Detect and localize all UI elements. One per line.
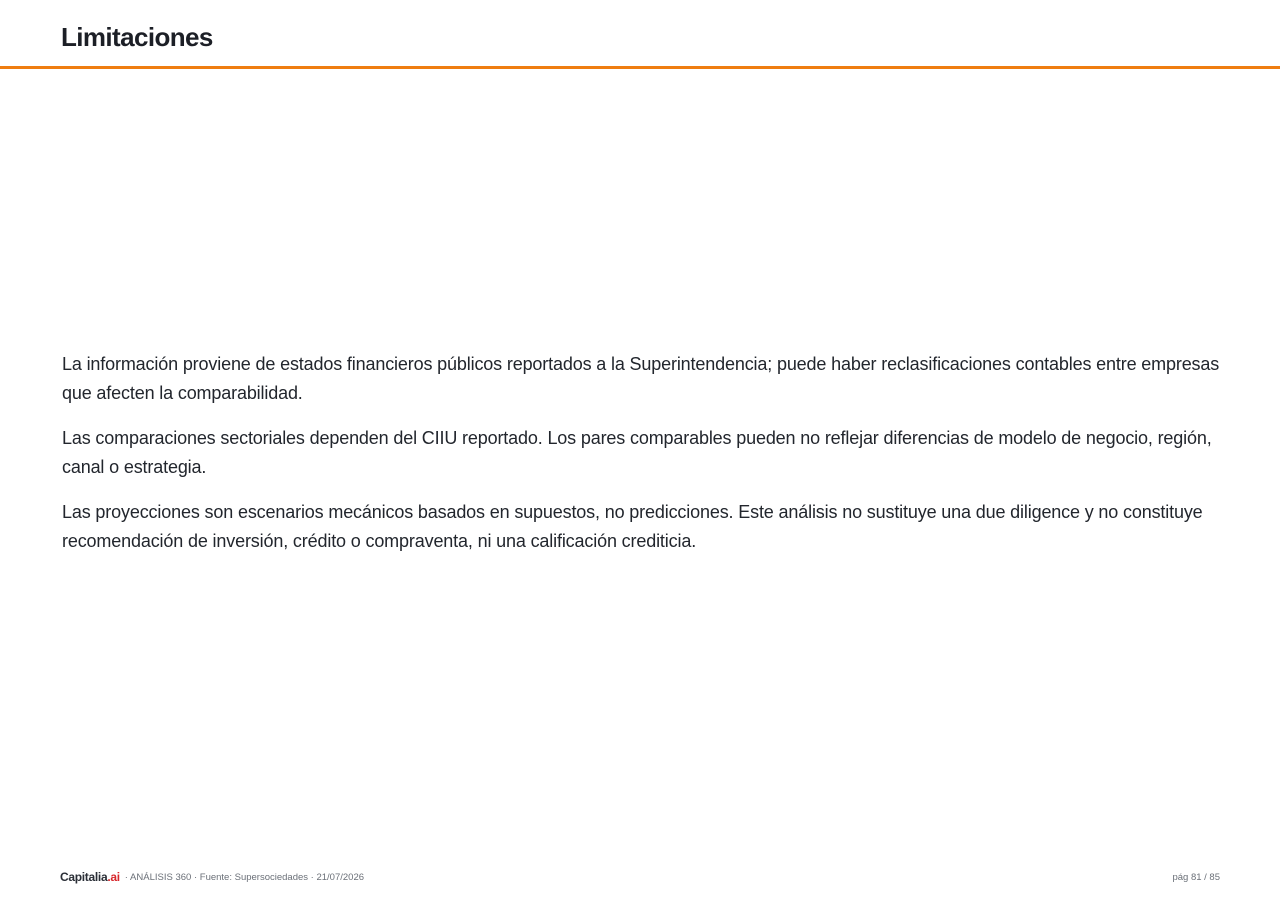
brand-name: Capitalia: [60, 870, 108, 884]
brand-logo: [60, 870, 120, 884]
limitation-paragraph-projections-disclaimer: Las proyecciones son escenarios mecánicos basados en supuestos, no predicciones. Este análisis no sustituye una due diligence y no constituye recomendación de inversión, crédito o compraventa, ni una calificación crediticia.: [62, 502, 1203, 551]
limitation-paragraph-data-source: La información proviene de estados financieros públicos reportados a la Superintendencia; puede haber reclasificaciones contables entre empresas que afecten la comparabilidad.: [62, 354, 1220, 403]
footer-left: [60, 870, 364, 884]
page-title: Limitaciones: [61, 22, 213, 52]
page-footer: [60, 868, 1220, 886]
brand-suffix: .ai: [107, 870, 120, 884]
limitation-paragraph-sector-comparison: Las comparaciones sectoriales dependen del CIIU reportado. Los pares comparables pueden no reflejar diferencias de modelo de negocio, región, canal o estrategia.: [62, 428, 1212, 477]
page-indicator: pág 81 / 85: [1172, 871, 1220, 883]
page-header: [0, 0, 1280, 69]
footer-meta: · ANÁLISIS 360 · Fuente: Supersociedades · 21/07/2026: [124, 871, 365, 883]
limitations-body: [62, 350, 1222, 572]
